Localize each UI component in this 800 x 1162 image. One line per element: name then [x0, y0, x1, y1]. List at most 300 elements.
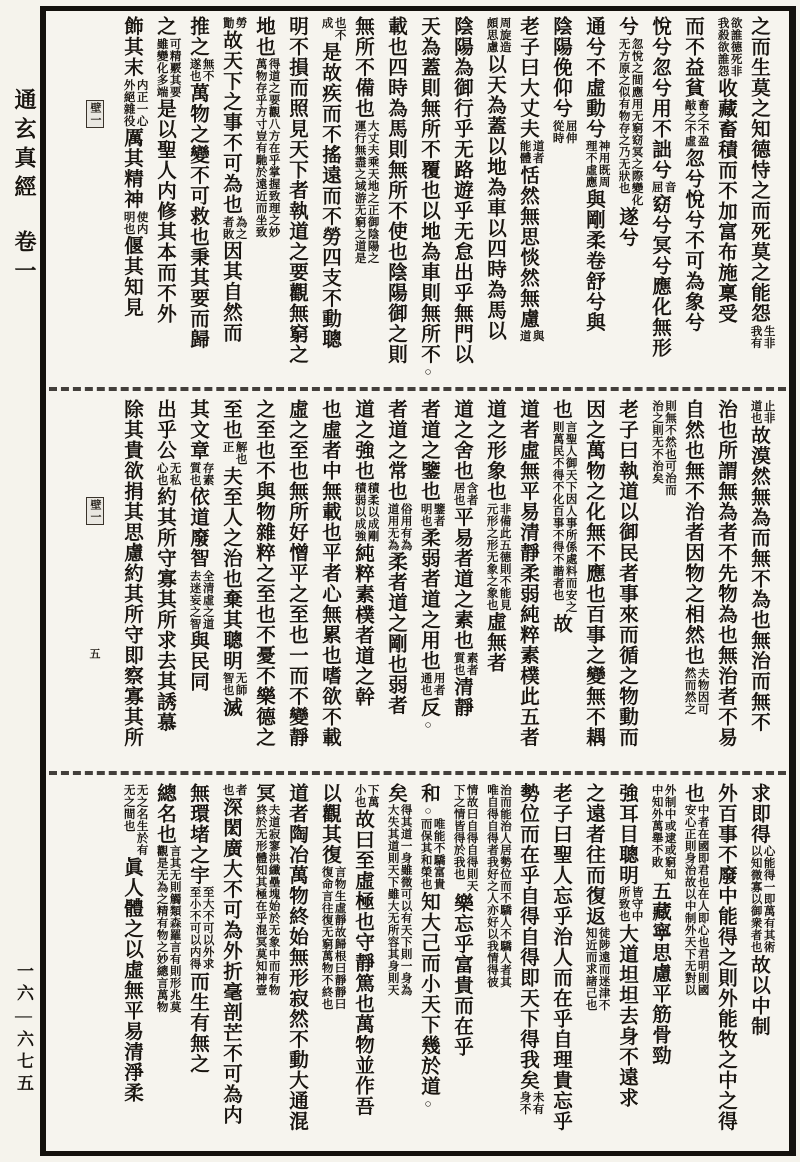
annotation-line-left: 明也: [419, 502, 432, 527]
interlinear-annotation: [320, 17, 346, 41]
annotation-line-right: 至大不可以外求: [201, 886, 214, 971]
annotation-line-left: 至小不可以内得: [188, 886, 201, 971]
main-text-run: 也虛者中無載也平者心無累也嗜欲不載: [319, 399, 340, 748]
main-text-run: 強耳目聰明: [616, 782, 637, 886]
interlinear-annotation: [419, 503, 445, 527]
main-text-run: 平易者道之素也: [451, 507, 472, 651]
text-column: [577, 399, 610, 763]
interlinear-annotation: [749, 325, 775, 349]
interlinear-annotation: [221, 672, 247, 696]
interlinear-annotation: [650, 181, 676, 193]
annotation-line-right: 徒陟遠而迷津不: [597, 927, 610, 1012]
interlinear-annotation: [683, 667, 709, 715]
text-column: [280, 399, 313, 763]
annotation-line-left: 然而然之: [683, 666, 696, 715]
annotation-line-right: 中者在國即君也在人即心也君明則國: [696, 804, 709, 997]
main-text-run: 道者虛無平易清靜柔弱純粹素樸此五者: [517, 399, 538, 748]
text-column: [214, 399, 247, 763]
main-text-run: 清靜: [451, 676, 472, 718]
text-column: [709, 399, 742, 763]
main-text-run: 天為蓋則無所不覆也以地為車則無所不: [418, 16, 439, 365]
text-column: [280, 783, 313, 1147]
annotation-line-left: 元形之形无象之象也: [485, 502, 498, 611]
main-text-run: 是故疾而不搖遠而不勞四支不動聰: [319, 42, 340, 350]
annotation-line-right: 勞: [234, 17, 247, 29]
main-text-run: 飾其末: [121, 16, 142, 78]
annotation-line-right: 心能得一即萬有其術: [762, 845, 775, 954]
collation-mark: 壁一: [86, 497, 104, 525]
main-text-run: 道之舍也: [451, 399, 472, 482]
annotation-line-right: 解也: [234, 441, 247, 466]
text-column: [544, 399, 577, 763]
main-text-run: 故曰至虛極也守靜篤也萬物並作吾: [352, 808, 373, 1117]
annotation-line-right: 全清虛之道: [201, 569, 214, 630]
annotation-line-left: 勩: [221, 17, 234, 29]
main-text-run: 而不益貧: [682, 16, 703, 98]
text-column: [115, 16, 148, 380]
main-text-run: 者道之鑒也: [418, 399, 439, 502]
interlinear-annotation: [683, 99, 709, 147]
main-text-run: 和: [418, 782, 439, 804]
annotation-line-right: 忽悅之間應用无窮窈冥之際變化: [630, 37, 643, 206]
main-text-run: 故: [550, 613, 571, 635]
interlinear-annotation: [452, 482, 478, 506]
text-column: [478, 16, 511, 380]
text-column: [346, 783, 379, 1147]
main-text-run: 地也: [253, 16, 274, 57]
annotation-line-right: 言物生虛靜故歸根曰靜靜曰: [333, 865, 346, 1010]
annotation-line-right: 為之: [234, 215, 247, 240]
block-divider-rule: [49, 387, 786, 391]
text-column: [511, 783, 544, 1147]
text-column: [379, 16, 412, 380]
text-column: [148, 16, 181, 380]
left-margin: [0, 0, 40, 1162]
interlinear-annotation: [617, 886, 643, 922]
main-text-run: 收藏畜積而不加富布施稟受: [715, 78, 736, 324]
annotation-line-right: 无私: [168, 461, 181, 486]
main-text-run: 柔弱者道之用也: [418, 527, 439, 672]
interlinear-annotation: [221, 216, 247, 240]
annotation-line-right: 神用既周: [597, 140, 610, 188]
text-column: [478, 783, 511, 1147]
text-column: [148, 399, 181, 763]
main-text-run: 樂忘乎富貴而在乎: [451, 892, 472, 1057]
interlinear-annotation: [254, 58, 280, 238]
interlinear-annotation: [122, 79, 148, 127]
annotation-line-left: 遂也: [188, 58, 201, 82]
annotation-line-left: 心也: [155, 461, 168, 486]
interlinear-annotation: [122, 784, 148, 856]
annotation-line-right: 則無不然也可治而: [664, 400, 676, 497]
text-column: [181, 783, 214, 1147]
book-title: 通玄真經: [12, 88, 37, 204]
main-text-run: 知大己而小天下幾於道: [418, 891, 439, 1097]
annotation-line-right: 无師: [234, 672, 247, 697]
text-column: [115, 399, 148, 763]
main-text-run: 虛之至也無所好憎平之至也一而不變靜: [286, 399, 307, 748]
main-text-run: 萬物之變不可救也秉其要而歸: [187, 83, 208, 350]
annotation-line-left: 以知微寡以御衆者也: [749, 845, 762, 954]
main-text-run: 與民同: [187, 630, 208, 693]
annotation-line-left: 通也: [419, 672, 432, 697]
text-column: [247, 16, 280, 380]
annotation-line-right: 畜之不盈: [696, 99, 709, 147]
main-text-run: 純粹素樸者道之幹: [352, 543, 373, 708]
interlinear-annotation: [155, 845, 181, 1013]
annotation-line-right: 使内: [135, 210, 148, 235]
main-text-run: 陰陽俛仰兮: [550, 16, 571, 119]
text-column: [643, 16, 676, 380]
main-text-run: 老子曰大丈夫: [517, 16, 538, 139]
main-text-run: 故天下之事不可為也: [220, 30, 241, 215]
main-text-run: 冥: [253, 782, 274, 804]
text-column: [676, 399, 709, 763]
text-column: [643, 783, 676, 1147]
annotation-line-left: 安心正則身治故以中制外天下无對以: [683, 804, 696, 997]
annotation-line-left: 唯自得自得者我好之人亦好以我情得彼: [486, 783, 498, 988]
text-column: [577, 783, 610, 1147]
annotation-line-right: 鑒者: [432, 502, 445, 527]
main-text-run: 是以聖人内修其本而不外: [154, 98, 175, 324]
main-text-run: 道者陶冶萬物終始無形寂然不動大通混: [286, 782, 307, 1132]
annotation-line-left: 我有: [749, 324, 762, 349]
main-text-run: 深閎廣大不可為外折毫剖芒不可為内: [220, 796, 241, 1125]
annotation-line-right: 可精覈其要: [168, 37, 181, 98]
annotation-line-left: 大失其道則天下雖大无所容其身則天: [386, 804, 399, 997]
text-column: [610, 783, 643, 1147]
main-text-run: 兮: [616, 16, 637, 37]
interlinear-annotation: [254, 804, 280, 996]
block-divider-rule: [49, 771, 786, 775]
annotation-line-right: 夫道寂寥洪纖壘塊始於无象中而有物: [267, 804, 280, 997]
main-text-run: 之至也不與物雜粹之至也不憂不樂德之: [253, 399, 274, 748]
text-column: [247, 399, 280, 763]
interlinear-annotation: [188, 58, 214, 82]
main-text-run: 之而生莫之知德恃之而死莫之能怨: [748, 16, 769, 324]
main-text-run: 故以中制: [748, 954, 769, 1037]
main-text-run: 悅兮忽兮用不詘兮: [649, 16, 670, 180]
main-text-run: 之遠者往而復返: [583, 782, 604, 927]
main-text-run: 自然也無不治者因物之相然也: [682, 399, 703, 666]
annotation-line-left: 去迷妄之智: [188, 569, 201, 630]
leaf-number-mark: 五: [88, 648, 100, 660]
main-text-run: 也: [550, 399, 571, 420]
main-text-run: 以觀其復: [319, 782, 340, 865]
interlinear-annotation: [155, 38, 181, 98]
annotation-line-right: 含者: [465, 482, 478, 507]
interlinear-annotation: [188, 886, 214, 970]
annotation-line-left: 道用无為: [386, 502, 399, 551]
main-text-run: 無所不備也: [352, 16, 373, 119]
annotation-line-left: 則萬民不得不化百事不得不諧者也: [551, 420, 564, 601]
interlinear-annotation: [650, 784, 676, 880]
annotation-line-left: 无方原之似有物存之乃无狀也: [617, 37, 630, 194]
interlinear-annotation: [518, 1091, 544, 1115]
annotation-line-right: 无之名生於有: [135, 783, 148, 856]
main-text-run: 出乎公: [154, 399, 175, 461]
annotation-line-left: 觀是无為之精有物之妙總言萬物: [155, 845, 168, 1014]
main-text-run: 依道廢智: [187, 486, 208, 569]
annotation-line-left: 也: [221, 783, 234, 796]
main-text-run: 推之: [187, 16, 208, 57]
text-column: [610, 399, 643, 763]
interlinear-annotation: [518, 140, 544, 164]
main-text-run: 求即得: [748, 782, 769, 845]
interlinear-annotation: [452, 784, 478, 892]
page-frame: [40, 6, 796, 1156]
annotation-line-left: 智也: [221, 672, 234, 697]
annotation-line-left: 復命言往復无窮萬物不終也: [320, 865, 333, 1010]
text-column: [313, 783, 346, 1147]
annotation-line-right: 者: [234, 783, 247, 796]
main-text-run: 載也四時為馬則無所不使也陰陽御之則: [385, 16, 406, 365]
annotation-line-left: 所致也: [617, 886, 630, 923]
annotation-line-left: 頗思慮: [485, 17, 498, 53]
annotation-line-right: 治而能治人居勢位而不驕人不驕人者其: [499, 783, 511, 988]
main-text-run: 大道坦坦去身不遠求: [616, 923, 637, 1108]
annotation-line-left: 萬物存乎方寸豈有馳於遠近而坐致: [254, 58, 267, 238]
annotation-line-left: 居也: [452, 482, 465, 507]
main-text-run: 五藏寧思慮平筋骨勁: [649, 880, 670, 1066]
annotation-line-right: 外制中或逮或窮知: [663, 783, 676, 880]
interlinear-annotation: [518, 330, 544, 342]
interlinear-annotation: [617, 38, 643, 206]
interlinear-annotation: [386, 804, 412, 996]
text-column: [577, 16, 610, 380]
annotation-line-right: 夫物因可: [696, 666, 709, 715]
main-text-run: 老子曰聖人忘乎治人而在乎自理貴忘乎: [550, 782, 571, 1132]
main-text-run: 偃其知見: [121, 235, 142, 318]
text-column: [181, 16, 214, 380]
interlinear-annotation: [749, 400, 775, 424]
main-text-run: 勢位而在乎自得自得即天下得我矣: [517, 782, 538, 1091]
interlinear-annotation: [386, 503, 412, 551]
annotation-line-left: 質也: [188, 461, 201, 486]
annotation-line-right: 大丈夫乘天地之正御陰陽之: [366, 119, 379, 264]
text-column: [379, 783, 412, 1147]
annotation-line-left: 正: [221, 441, 234, 454]
annotation-line-right: 下萬: [366, 783, 379, 808]
interlinear-annotation: [551, 120, 577, 144]
interlinear-annotation: [716, 17, 742, 77]
main-text-run: 約其所守寡其所求去其誘慕: [154, 486, 175, 733]
annotation-line-left: 而保其和榮也: [419, 818, 432, 891]
annotation-line-left: 无之間也: [122, 783, 135, 832]
annotation-line-right: 欲誰德死非: [729, 17, 742, 77]
text-column: [247, 783, 280, 1147]
main-text-run: 眞人體之以虛無平易清淨柔: [121, 856, 142, 1103]
main-text-run: 道之強也: [352, 399, 373, 482]
annotation-line-left: 身不: [518, 1091, 531, 1116]
main-text-run: 遂兮: [616, 206, 637, 248]
interlinear-annotation: [485, 784, 511, 988]
text-column: [478, 399, 511, 763]
annotation-line-left: 運行無盡之域游无窮之道是: [353, 119, 366, 264]
text-column: [676, 783, 709, 1147]
annotation-line-left: 從時: [551, 119, 564, 144]
interlinear-annotation: [584, 927, 610, 1011]
interlinear-annotation: [419, 818, 445, 890]
annotation-line-right: 未有: [531, 1091, 544, 1116]
main-text-run: 除其貴欲捐其思慮約其所守即察寡其所: [121, 399, 142, 748]
interlinear-annotation: [551, 421, 577, 613]
text-column: [148, 783, 181, 1147]
text-column: [676, 16, 709, 380]
annotation-line-left: 成: [320, 17, 333, 29]
main-text-run: 忽兮悅兮不可為象兮: [682, 148, 703, 333]
main-text-run: 無環堵之宇: [187, 782, 208, 886]
annotation-line-right: 屈伸: [564, 119, 577, 144]
interlinear-annotation: [584, 140, 610, 188]
text-column: [313, 399, 346, 763]
annotation-line-left: 屈: [650, 181, 663, 193]
annotation-line-right: 存素: [201, 461, 214, 486]
text-column: [511, 399, 544, 763]
text-column: [214, 16, 247, 380]
text-column: [280, 16, 313, 380]
interlinear-annotation: [122, 211, 148, 235]
interlinear-annotation: [221, 441, 247, 465]
interlinear-annotation: [320, 866, 346, 1010]
main-text-run: 至也: [220, 399, 241, 441]
main-text-run: 窈兮冥兮應化無形: [649, 194, 670, 358]
annotation-line-left: 我殺欲誰怨: [716, 17, 729, 77]
section-circle: ○: [421, 803, 435, 818]
main-text-run: 之: [154, 16, 175, 37]
annotation-line-left: 者敗: [221, 215, 234, 240]
main-text-run: 道之形象也: [484, 399, 505, 502]
text-column: [445, 783, 478, 1147]
annotation-line-right: 積柔以成剛: [366, 482, 379, 543]
annotation-line-left: 治之則无不治矣: [651, 400, 663, 485]
interlinear-annotation: [221, 17, 247, 29]
interlinear-annotation: [452, 652, 478, 676]
text-column: [610, 16, 643, 380]
annotation-line-right: 俗用有為: [399, 502, 412, 551]
main-text-run: 恬然無思惔然無慮: [517, 165, 538, 329]
annotation-line-left: 知近而求諸己也: [584, 927, 597, 1012]
main-text-run: 其文章: [187, 399, 208, 461]
annotation-line-left: 道也: [749, 400, 762, 425]
section-circle: ○: [421, 717, 435, 732]
main-text-run: 夫至人之治也棄其聰明: [220, 466, 241, 672]
annotation-line-right: 用者: [432, 672, 445, 697]
annotation-line-right: 非備此五德則不能見: [498, 502, 511, 611]
annotation-line-right: 唯能不驕富貴: [432, 818, 445, 891]
interlinear-annotation: [650, 400, 676, 496]
main-text-run: 故漠然無為而無不為也無治而無不: [748, 425, 769, 733]
section-circle: ○: [421, 364, 435, 379]
volume-label: 卷一: [12, 230, 37, 288]
interlinear-annotation: [221, 784, 247, 796]
interlinear-annotation: [188, 570, 214, 630]
interlinear-annotation: [485, 17, 511, 53]
main-text-run: 與剛柔卷舒兮與: [583, 189, 604, 333]
annotation-line-left: 道: [518, 330, 531, 342]
annotation-line-left: 理不虛應: [584, 140, 597, 188]
main-text-run: 通兮不虛動兮: [583, 16, 604, 139]
main-text-run: 外百事不廢中能得之則外能牧之中之得: [715, 782, 736, 1132]
text-column: [115, 783, 148, 1147]
interlinear-annotation: [485, 503, 511, 611]
text-column: [643, 399, 676, 763]
annotation-line-right: 止非: [762, 400, 775, 425]
main-text-run: 老子曰執道以御民者事來而循之物動而: [616, 399, 637, 748]
annotation-line-right: 言聖人御天下因人事所係處料而安之: [564, 420, 577, 613]
main-text-run: 也: [682, 782, 703, 804]
annotation-line-right: 皆守中: [630, 886, 643, 923]
text-column: [412, 783, 445, 1147]
text-column: [742, 16, 775, 380]
text-column: [412, 399, 445, 763]
annotation-line-left: 下之情皆得於我也: [452, 783, 465, 880]
text-column: [412, 16, 445, 380]
text-column: [379, 399, 412, 763]
text-column: [709, 783, 742, 1147]
text-column: [544, 783, 577, 1147]
main-text-run: 治也所謂無為者不先物為也無治者不易: [715, 399, 736, 748]
text-column: [445, 399, 478, 763]
annotation-line-right: 音: [663, 181, 676, 193]
text-column: [511, 16, 544, 380]
text-block-bottom: [46, 778, 789, 1151]
interlinear-annotation: [419, 672, 445, 696]
annotation-line-left: 小也: [353, 783, 366, 808]
main-text-run: 柔者道之剛也弱者: [385, 551, 406, 716]
main-text-run: 反: [418, 697, 439, 718]
main-text-run: 而生有無之: [187, 971, 208, 1074]
book-title-vertical: [9, 88, 40, 288]
annotation-line-left: 能體: [518, 140, 531, 164]
main-text-run: 矣: [385, 782, 406, 804]
section-circle: ○: [421, 1096, 435, 1111]
text-column: [742, 783, 775, 1147]
annotation-line-left: 終於无形體知其極在乎混冥莫知神壹: [254, 804, 267, 997]
annotation-line-right: 得道之要觀八方在乎掌握致理之妙: [267, 58, 280, 238]
text-column: [346, 16, 379, 380]
annotation-line-right: 也不: [333, 17, 346, 41]
text-column: [313, 16, 346, 380]
annotation-line-right: 情故曰自得自得則天: [465, 783, 478, 892]
interlinear-annotation: [353, 784, 379, 808]
main-text-run: 滅: [220, 697, 241, 718]
annotation-line-right: 道者: [531, 140, 544, 164]
main-text-run: 者道之常也: [385, 399, 406, 502]
text-block-middle: [46, 394, 789, 767]
annotation-line-left: 明也: [122, 210, 135, 235]
annotation-line-right: 與: [531, 330, 544, 342]
main-text-run: 虛無者: [484, 611, 505, 674]
interlinear-annotation: [683, 804, 709, 996]
text-column: [181, 399, 214, 763]
main-text-run: 因其自然而: [220, 240, 241, 343]
main-text-run: 因之萬物之化無不應也百事之變無不耦: [583, 399, 604, 748]
annotation-line-left: 積弱以成強: [353, 482, 366, 543]
annotation-line-right: 言其无則觸類森羅言有則形兆莫: [168, 845, 181, 1014]
interlinear-annotation: [155, 462, 181, 486]
annotation-line-right: 無不: [201, 58, 214, 82]
annotation-line-right: 内正一心: [135, 78, 148, 127]
folio-number: 一六—六七五: [14, 962, 33, 1096]
text-column: [214, 783, 247, 1147]
annotation-line-left: 外絕雜役: [122, 78, 135, 127]
interlinear-annotation: [749, 845, 775, 953]
annotation-line-left: 中知外萬舉不敗: [650, 783, 663, 868]
text-column: [544, 16, 577, 380]
text-column: [709, 16, 742, 380]
interlinear-annotation: [353, 120, 379, 264]
